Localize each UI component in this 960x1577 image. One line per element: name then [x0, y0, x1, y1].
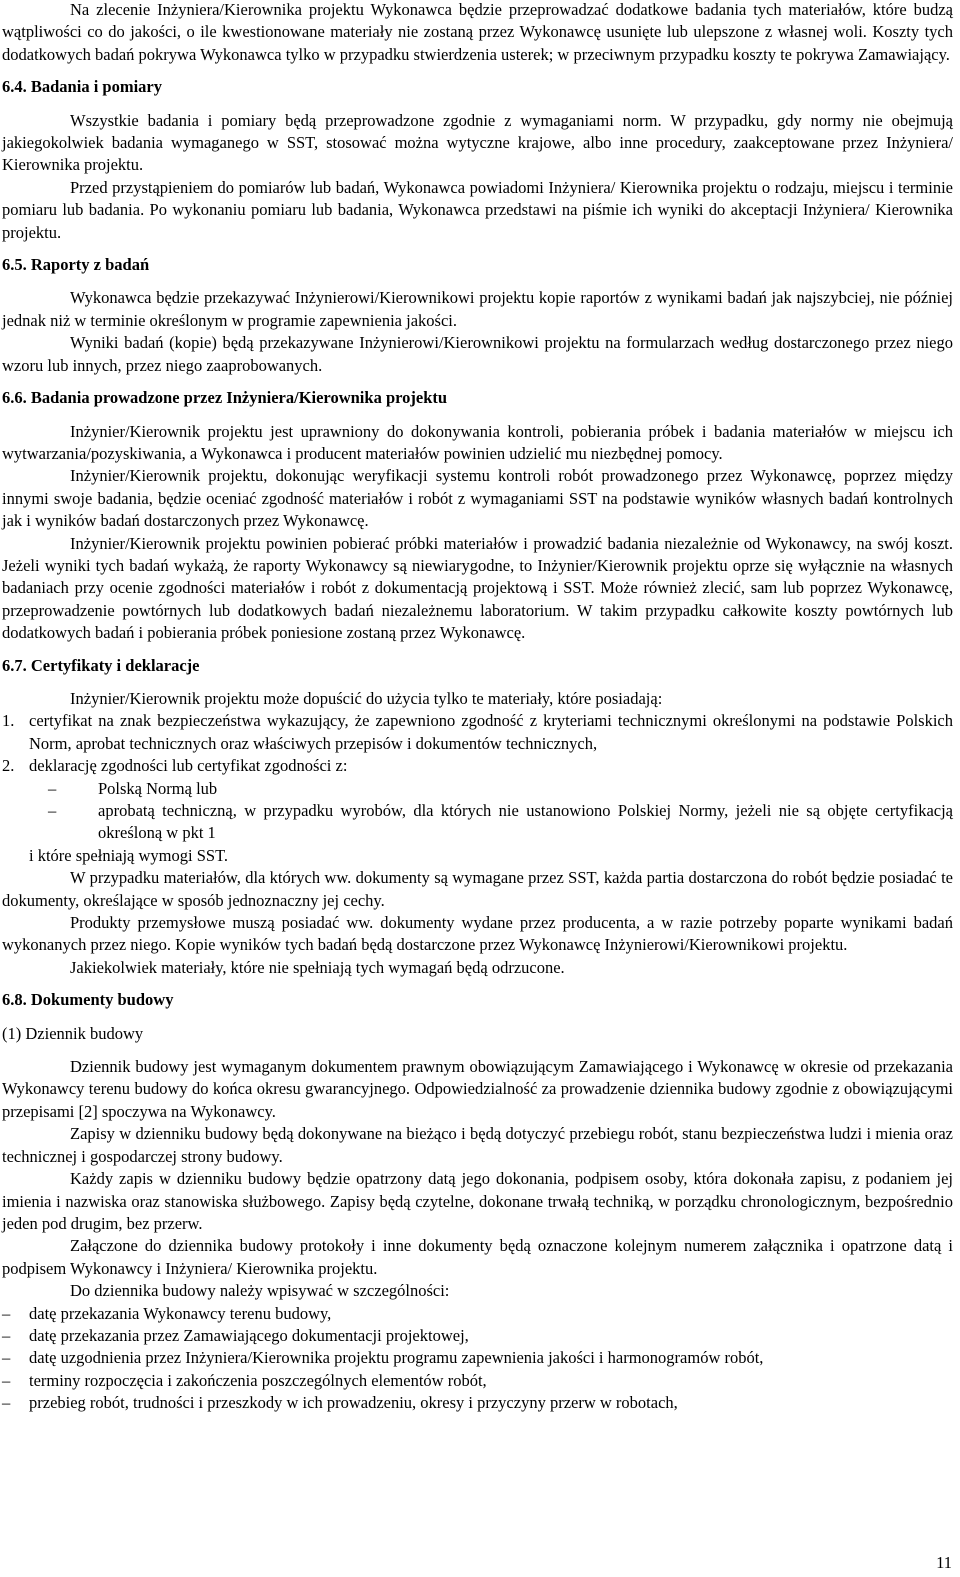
paragraph: Każdy zapis w dzienniku budowy będzie opatrzony datą jego dokonania, podpisem osoby, która dokonała zapisu, z podaniem jej imienia i nazwiska oraz stanowiska służbowego. Zapisy będą czytelne, dokonane trwałą techniką, w porządku chronologicznym, bezpośrednio jeden pod drugim, bez przerw.	[2, 1169, 953, 1233]
paragraph: Wykonawca będzie przekazywać Inżynierowi/Kierownikowi projektu kopie raportów z wynikami badań jak najszybciej, nie później jednak niż w terminie określonym w programie zapewnienia jakości.	[2, 288, 953, 330]
list-item	[2, 1392, 953, 1414]
section-heading-6-6: 6.6. Badania prowadzone przez Inżyniera/Kierownika projektu	[2, 388, 448, 408]
section-heading-6-5: 6.5. Raporty z badań	[2, 255, 150, 275]
list-item	[2, 1347, 953, 1369]
list-marker: 1.	[2, 711, 15, 731]
list-item	[2, 778, 953, 800]
list-item-text: deklarację zgodności lub certyfikat zgodności z:	[29, 756, 348, 776]
list-item-text: datę uzgodnienia przez Inżyniera/Kierownika projektu programu zapewnienia jakości i harmonogramów robót,	[29, 1348, 764, 1368]
page-number: 11	[936, 1553, 952, 1572]
list-marker: –	[2, 1370, 11, 1390]
paragraph: W przypadku materiałów, dla których ww. dokumenty są wymagane przez SST, każda partia dostarczona do robót będzie posiadać te dokumenty, określające w sposób jednoznaczny jej cechy.	[2, 868, 953, 910]
paragraph: Załączone do dziennika budowy protokoły i inne dokumenty będą oznaczone kolejnym numerem załącznika i opatrzone datą i podpisem Wykonawcy i Inżyniera/ Kierownika projektu.	[2, 1236, 953, 1278]
paragraph: Do dziennika budowy należy wpisywać w szczególności:	[70, 1281, 450, 1301]
list-item	[2, 800, 953, 845]
document-page	[2, 0, 953, 1415]
list-item	[2, 1303, 953, 1325]
list-marker: –	[48, 801, 57, 820]
paragraph: Zapisy w dzienniku budowy będą dokonywane na bieżąco i będą dotyczyć przebiegu robót, stanu bezpieczeństwa ludzi i mienia oraz technicznej i gospodarczej strony budowy.	[2, 1124, 953, 1166]
paragraph: Dziennik budowy jest wymaganym dokumentem prawnym obowiązującym Zamawiającego i Wykonawcę w okresie od przekazania Wykonawcy terenu budowy do końca okresu gwarancyjnego. Odpowiedzialność za prowadzenie dziennika budowy zgodnie z obowiązującymi przepisami [2] spoczywa na Wykonawcy.	[2, 1057, 953, 1121]
list-item-text: certyfikat na znak bezpieczeństwa wykazujący, że zapewniono zgodność z kryteriami technicznymi określonymi na podstawie Polskich Norm, aprobat technicznych oraz właściwych przepisów i dokumentów technicznych,	[29, 711, 953, 753]
list-marker: 2.	[2, 756, 15, 776]
list-item	[2, 1325, 953, 1347]
list-item-text: terminy rozpoczęcia i zakończenia poszczególnych elementów robót,	[29, 1370, 487, 1390]
paragraph: Na zlecenie Inżyniera/Kierownika projektu Wykonawca będzie przeprowadzać dodatkowe badania tych materiałów, które budzą wątpliwości co do jakości, o ile kwestionowane materiały nie zostaną przez Wykonawcę usunięte lub ulepszone z własnej woli. Koszty tych dodatkowych badań pokrywa Wykonawca tylko w przypadku stwierdzenia usterek; w przeciwnym przypadku koszty te pokrywa Zamawiający.	[2, 0, 953, 64]
list-item-text: datę przekazania przez Zamawiającego dokumentacji projektowej,	[29, 1325, 469, 1345]
paragraph: Inżynier/Kierownik projektu może dopuścić do użycia tylko te materiały, które posiadają:	[70, 688, 663, 708]
section-heading-6-7: 6.7. Certyfikaty i deklaracje	[2, 655, 200, 675]
section-heading-6-8: 6.8. Dokumenty budowy	[2, 990, 174, 1010]
paragraph: Inżynier/Kierownik projektu jest uprawniony do dokonywania kontroli, pobierania próbek i badania materiałów w miejscu ich wytwarzania/pozyskiwania, a Wykonawca i producent materiałów powinien udzielić mu niezbędnej pomocy.	[2, 421, 953, 463]
list-item	[2, 755, 953, 777]
paragraph: Wyniki badań (kopie) będą przekazywane Inżynierowi/Kierownikowi projektu na formularzach według dostarczonego przez niego wzoru lub innych, przez niego zaaprobowanych.	[2, 333, 953, 375]
subsection-heading: (1) Dziennik budowy	[2, 1023, 144, 1043]
dash-sublist	[2, 778, 953, 845]
list-marker: –	[2, 1325, 11, 1345]
list-item	[2, 1370, 953, 1392]
paragraph: Jakiekolwiek materiały, które nie spełniają tych wymagań będą odrzucone.	[70, 957, 565, 977]
paragraph: Przed przystąpieniem do pomiarów lub badań, Wykonawca powiadomi Inżyniera/ Kierownika projektu o rodzaju, miejscu i terminie pomiaru lub badania. Po wykonaniu pomiaru lub badania, Wykonawca przedstawi na piśmie ich wyniki do akceptacji Inżyniera/ Kierownika projektu.	[2, 177, 953, 242]
paragraph: i które spełniają wymogi SST.	[29, 845, 229, 865]
list-marker: –	[2, 1303, 11, 1323]
list-item	[2, 710, 953, 755]
list-marker: –	[2, 1393, 11, 1413]
list-marker: –	[48, 778, 57, 798]
paragraph: Inżynier/Kierownik projektu powinien pobierać próbki materiałów i prowadzić badania niezależnie od Wykonawcy, na swój koszt. Jeżeli wyniki tych badań wykażą, że raporty Wykonawcy są niewiarygodne, to Inżynier/Kierownik projektu oprze się wyłącznie na własnych badaniach przy ocenie zgodności materiałów i robót z dokumentacją projektową i SST. Może również zlecić, sam lub poprzez Wykonawcę, przeprowadzenie powtórnych lub dodatkowych badań niezależnemu laboratorium. W takim przypadku całkowite koszty powtórnych lub dodatkowych badań i pobierania próbek poniesione zostaną przez Wykonawcę.	[2, 533, 953, 643]
list-item-text: datę przekazania Wykonawcy terenu budowy,	[29, 1303, 332, 1323]
list-item-text: aprobatą techniczną, w przypadku wyrobów, dla których nie ustanowiono Polskiej Normy, jeżeli nie są objęte certyfikacją określoną w pkt 1	[98, 801, 953, 843]
list-item-text: Polską Normą lub	[98, 778, 218, 798]
paragraph: Wszystkie badania i pomiary będą przeprowadzone zgodnie z wymaganiami norm. W przypadku, gdy normy nie obejmują jakiegokolwiek badania wymaganego w SST, stosować można wytyczne krajowe, albo inne procedury, zaakceptowane przez Inżyniera/ Kierownika projektu.	[2, 110, 953, 175]
numbered-list	[2, 710, 953, 777]
section-heading-6-4: 6.4. Badania i pomiary	[2, 77, 162, 97]
paragraph: Inżynier/Kierownik projektu, dokonując weryfikacji systemu kontroli robót prowadzonego przez Wykonawcę, poprzez między innymi swoje badania, będzie oceniać zgodność materiałów i robót z wymaganiami SST na podstawie wyników własnych badań kontrolnych jak i wyników badań dostarczonych przez Wykonawcę.	[2, 466, 953, 531]
paragraph: Produkty przemysłowe muszą posiadać ww. dokumenty wydane przez producenta, a w razie potrzeby poparte wynikami badań wykonanych przez niego. Kopie wyników tych badań będą dostarczone przez Wykonawcę Inżynierowi/Kierownikowi projektu.	[2, 913, 953, 955]
list-marker: –	[2, 1348, 11, 1368]
list-item-text: przebieg robót, trudności i przeszkody w ich prowadzeniu, okresy i przyczyny przerw w robotach,	[29, 1393, 678, 1413]
dash-list	[2, 1303, 953, 1415]
